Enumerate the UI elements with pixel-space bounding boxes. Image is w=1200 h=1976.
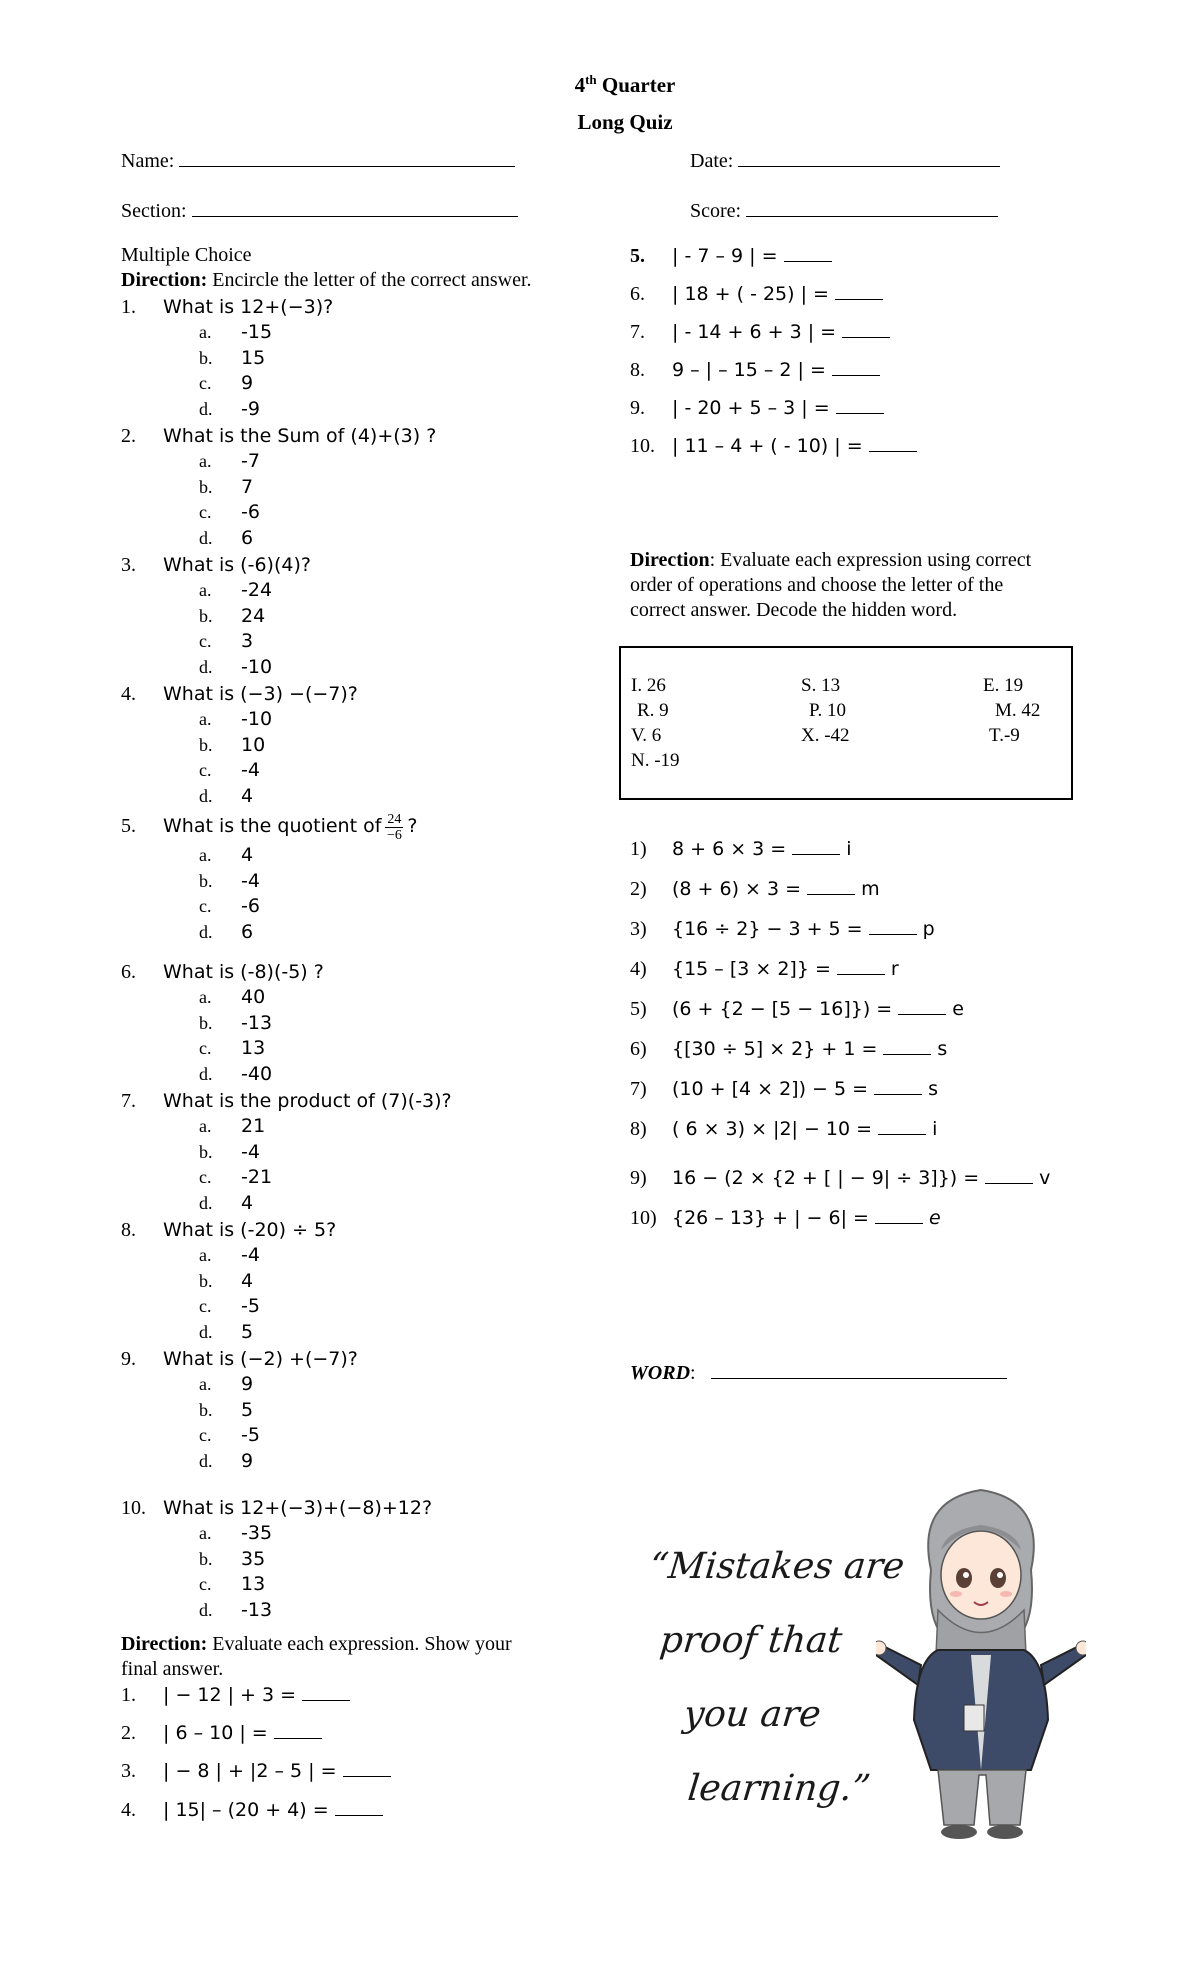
legend-item: X. -42 [801,725,850,746]
answer-blank[interactable] [985,1167,1033,1184]
legend-item: T.-9 [989,725,1020,746]
quote-line: proof that [657,1620,845,1661]
mc-option[interactable]: c. -5 [199,1424,260,1446]
eval-item: 6. | 18 + ( - 25) | = [630,283,883,306]
mc-question: 3. What is (-6)(4)? [121,554,311,576]
mc-option[interactable]: b. -4 [199,1140,260,1163]
quote-line: “Mistakes are [647,1546,907,1587]
mc-option[interactable]: d. -10 [199,655,273,678]
mc-question: 7. What is the product of (7)(-3)? [121,1090,452,1112]
mc-question: 2. What is the Sum of (4)+(3) ? [121,425,437,447]
mc-option[interactable]: b. 24 [199,604,266,627]
mc-option[interactable]: d. 6 [199,526,254,549]
answer-blank[interactable] [335,1799,383,1816]
legend-item: S. 13 [801,675,841,696]
answer-key-box [619,646,1073,800]
mc-question: 8. What is (-20) ÷ 5? [121,1219,337,1241]
mc-option[interactable]: c. -6 [199,895,260,917]
legend-item: N. -19 [631,750,680,771]
mc-option[interactable]: d. 5 [199,1320,254,1343]
decode-item: 2) (8 + 6) × 3 = m [630,878,880,900]
answer-blank[interactable] [883,1038,931,1055]
mc-option[interactable]: b. 4 [199,1269,254,1292]
mc-option[interactable]: c. 9 [199,372,254,394]
answer-blank[interactable] [878,1118,926,1135]
decode-item: 10) {26 – 13} + | − 6| = e [630,1207,941,1229]
legend-item: E. 19 [983,675,1024,696]
page-title: 4th Quarter [574,72,676,97]
mc-option[interactable]: d. 4 [199,784,254,807]
decode-direction: Direction: Evaluate each expression using correct order of operations and choose the letter of the correct answer. Decode the hidden word. [630,549,1032,621]
decode-item: 8) ( 6 × 3) × |2| − 10 = i [630,1118,938,1140]
mc-question: 9. What is (−2) +(−7)? [121,1348,358,1370]
mc-option[interactable]: a. -35 [199,1522,273,1544]
legend-item: I. 26 [631,675,666,696]
answer-blank[interactable] [869,435,917,452]
answer-blank[interactable] [837,958,885,975]
mc-option[interactable]: a. -10 [199,708,273,730]
mc-option[interactable]: a. -4 [199,1244,260,1266]
mc-direction: Direction: Encircle the letter of the correct answer. [121,269,532,291]
legend-item: V. 6 [631,725,662,746]
answer-blank[interactable] [343,1760,391,1777]
mc-option[interactable]: a. 9 [199,1373,254,1395]
eval-item: 5. | - 7 – 9 | = [630,245,832,268]
section-field[interactable]: Section: [121,198,518,223]
answer-blank[interactable] [836,397,884,414]
score-field[interactable]: Score: [690,198,998,223]
eval-item: 3. | − 8 | + |2 – 5 | = [121,1760,391,1783]
legend-item: R. 9 [637,700,669,721]
answer-blank[interactable] [869,918,917,935]
eval-item: 8. 9 – | – 15 – 2 | = [630,359,880,382]
mc-option[interactable]: c. 13 [199,1573,266,1595]
answer-blank[interactable] [898,998,946,1015]
mc-option[interactable]: d. 6 [199,920,254,943]
decode-item: 5) (6 + {2 − [5 − 16]}) = e [630,998,964,1020]
mc-option[interactable]: c. 3 [199,630,254,652]
page-subtitle: Long Quiz [577,110,673,134]
fraction: $\frac{24}{-6}$ [386,812,402,843]
answer-blank[interactable] [842,321,890,338]
eval-direction: Direction: Evaluate each expression. Show your final answer. [121,1633,512,1680]
name-field[interactable]: Name: [121,148,515,173]
mc-option[interactable]: b. -13 [199,1011,273,1034]
eval-item: 2. | 6 – 10 | = [121,1722,322,1745]
mc-question: 10. What is 12+(−3)+(−8)+12? [121,1497,433,1519]
mc-option[interactable]: d. 4 [199,1191,254,1214]
eval-item: 9. | - 20 + 5 – 3 | = [630,397,884,420]
mc-option[interactable]: a. 4 [199,844,254,866]
decode-item: 9) 16 − (2 × {2 + [ | − 9| ÷ 3]}) = v [630,1167,1051,1189]
mc-option[interactable]: a. 21 [199,1115,266,1137]
mc-option[interactable]: a. 40 [199,986,266,1008]
teacher-character-illustration [876,1480,1086,1850]
eval-item: 1. | − 12 | + 3 = [121,1684,350,1707]
mc-option[interactable]: d. 9 [199,1449,254,1472]
answer-blank[interactable] [792,838,840,855]
mc-option[interactable]: c. -4 [199,759,260,781]
answer-blank[interactable] [302,1684,350,1701]
decode-item: 7) (10 + [4 × 2]) − 5 = s [630,1078,938,1100]
mc-option[interactable]: a. -15 [199,321,273,343]
mc-question: 1. What is 12+(−3)? [121,296,334,318]
answer-blank[interactable] [807,878,855,895]
quote-line: you are [681,1694,823,1735]
mc-question: 5. What is the quotient of $\frac{24}{-6}$ ? [121,812,418,843]
answer-blank[interactable] [274,1722,322,1739]
mc-option[interactable]: b. 10 [199,733,266,756]
decode-item: 6) {[30 ÷ 5] × 2} + 1 = s [630,1038,948,1060]
date-field[interactable]: Date: [690,148,1000,173]
eval-item: 4. | 15| – (20 + 4) = [121,1799,383,1822]
word-field[interactable]: WORD: [630,1360,1007,1385]
legend-item: P. 10 [809,700,846,721]
mc-question: 6. What is (-8)(-5) ? [121,961,324,983]
legend-item: M. 42 [995,700,1041,721]
answer-blank[interactable] [832,359,880,376]
eval-item: 7. | - 14 + 6 + 3 | = [630,321,890,344]
decode-item: 3) {16 ÷ 2} − 3 + 5 = p [630,918,935,940]
mc-option[interactable]: d. -40 [199,1062,273,1085]
mc-option[interactable]: a. -7 [199,450,260,472]
answer-blank[interactable] [835,283,883,300]
decode-item: 4) {15 – [3 × 2]} = r [630,958,899,980]
mc-option[interactable]: d. -13 [199,1598,273,1621]
mc-option[interactable]: c. -5 [199,1295,260,1317]
mc-option[interactable]: d. -9 [199,397,260,420]
mc-option[interactable]: b. 5 [199,1398,254,1421]
decode-item: 1) 8 + 6 × 3 = i [630,838,852,860]
mc-heading: Multiple Choice [121,244,252,266]
answer-blank[interactable] [874,1078,922,1095]
answer-blank[interactable] [875,1207,923,1224]
answer-blank[interactable] [784,245,832,262]
mc-option[interactable]: b. 35 [199,1547,266,1570]
mc-option[interactable]: c. -6 [199,501,260,523]
eval-item: 10. | 11 – 4 + ( - 10) | = [630,435,917,458]
mc-option[interactable]: b. -4 [199,869,260,892]
mc-option[interactable]: c. -21 [199,1166,273,1188]
mc-option[interactable]: c. 13 [199,1037,266,1059]
mc-option[interactable]: b. 7 [199,475,254,498]
quote-line: learning.” [685,1768,873,1809]
mc-question: 4. What is (−3) −(−7)? [121,683,358,705]
mc-option[interactable]: b. 15 [199,346,266,369]
mc-option[interactable]: a. -24 [199,579,273,601]
